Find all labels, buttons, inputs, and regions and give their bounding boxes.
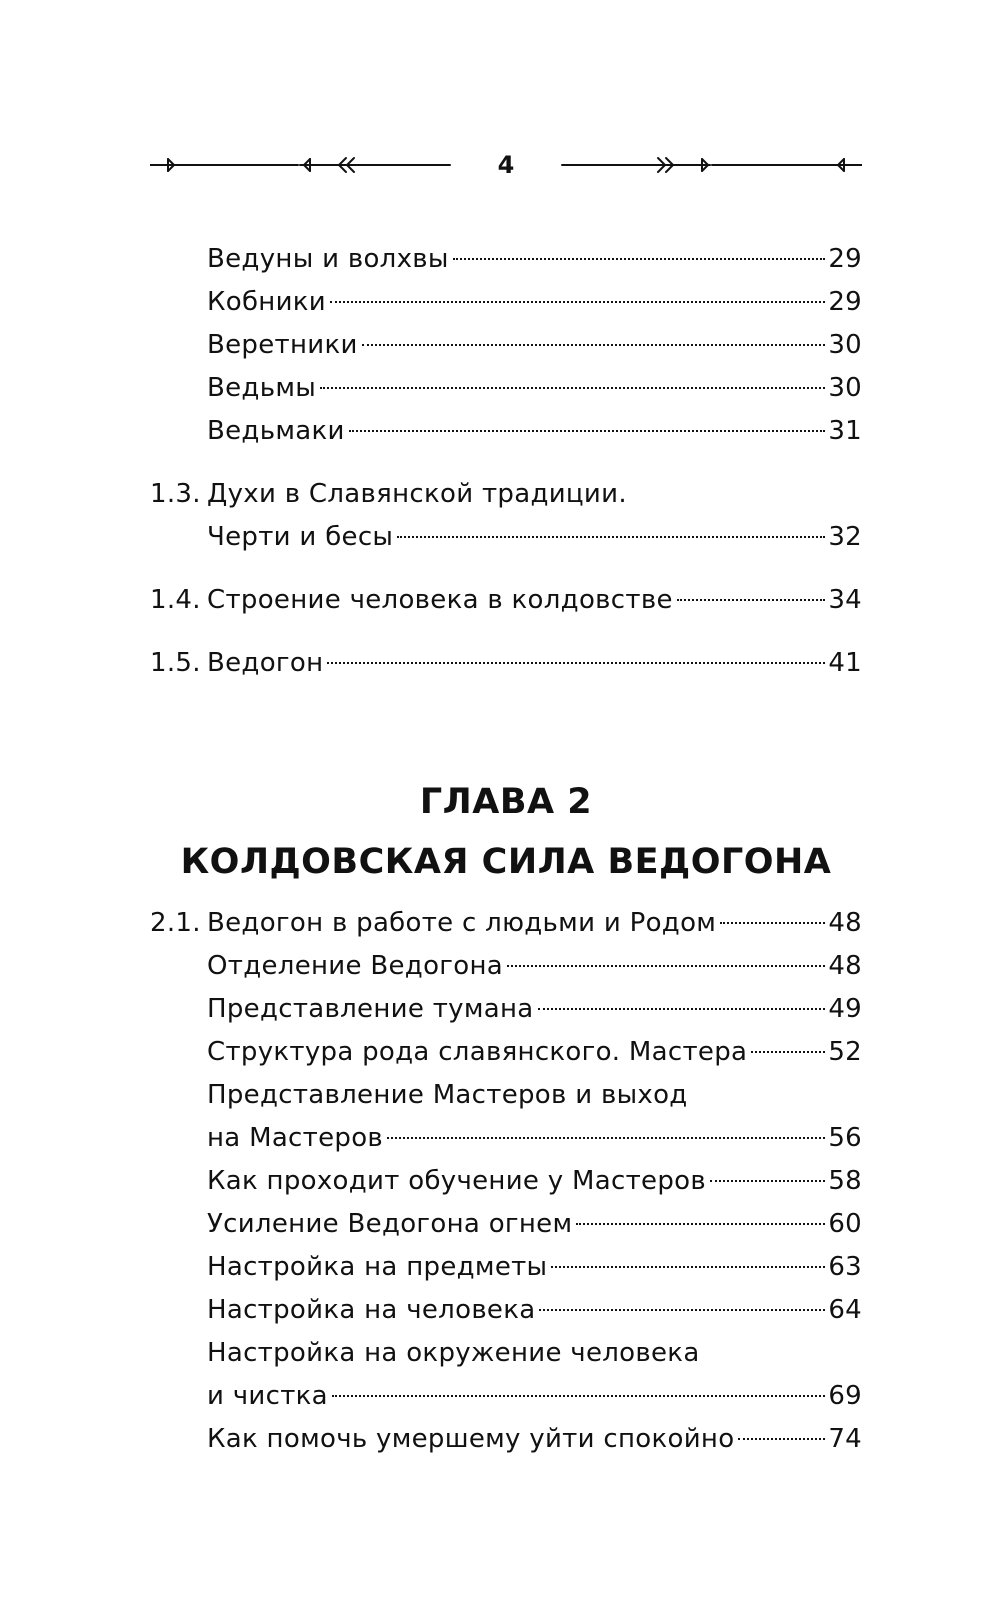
toc-entry-page: 64 [828, 1295, 862, 1325]
toc-entry[interactable] [150, 1074, 862, 1160]
chapter-heading [150, 772, 862, 892]
toc-entry-page: 74 [828, 1424, 862, 1454]
toc-entry[interactable] [150, 238, 862, 281]
dot-leader [507, 965, 825, 967]
toc-entry-number: 1.4. [150, 585, 201, 615]
toc-entry-title: на Мастеров [207, 1123, 384, 1153]
toc-entry-title: Настройка на человека [207, 1295, 536, 1325]
dot-leader [738, 1438, 825, 1440]
toc-entry-page: 48 [828, 951, 862, 981]
toc-entry-1-4[interactable] [150, 579, 862, 622]
toc-entry[interactable] [150, 367, 862, 410]
toc-entry-page: 56 [828, 1123, 862, 1153]
toc-entry[interactable] [150, 281, 862, 324]
dot-leader [551, 1266, 825, 1268]
dot-leader [751, 1051, 825, 1053]
toc-entry[interactable] [150, 1246, 862, 1289]
toc-entry-title-line1: Представление Мастеров и выход [207, 1080, 688, 1110]
toc-entry-title: Веретники [207, 330, 358, 360]
dot-leader [330, 301, 825, 303]
toc-entry-title-line1: Духи в Славянской традиции. [207, 479, 627, 509]
toc-entry-number: 2.1. [150, 908, 201, 938]
toc-entry-title: Настройка на предметы [207, 1252, 548, 1282]
toc-entry-page: 41 [828, 648, 862, 678]
toc-entry-title: Черти и бесы [207, 522, 394, 552]
toc-entry-title: Ведьмаки [207, 416, 345, 446]
toc-entry-title: Усиление Ведогона огнем [207, 1209, 573, 1239]
page-number: 4 [497, 151, 515, 179]
page-header [150, 150, 862, 180]
dot-leader [362, 344, 826, 346]
dot-leader [349, 430, 826, 432]
toc-entry[interactable] [150, 410, 862, 453]
toc-entry-title: Кобники [207, 287, 326, 317]
toc-entry[interactable] [150, 988, 862, 1031]
dot-leader [327, 662, 825, 664]
dot-leader [320, 387, 825, 389]
toc-entry-page: 30 [828, 373, 862, 403]
toc-entry[interactable] [150, 945, 862, 988]
toc-entry-1-5[interactable] [150, 642, 862, 685]
dot-leader [397, 536, 825, 538]
toc-entry[interactable] [150, 1332, 862, 1418]
toc-list [150, 238, 862, 685]
toc-entry-number: 1.5. [150, 648, 201, 678]
toc-entry-title: Ведогон [207, 648, 324, 678]
toc-entry-title: Отделение Ведогона [207, 951, 503, 981]
toc-entry-number: 1.3. [150, 479, 201, 509]
toc-entry[interactable] [150, 1418, 862, 1461]
toc-entry-page: 29 [828, 287, 862, 317]
toc-entry-page: 29 [828, 244, 862, 274]
dot-leader [720, 922, 825, 924]
dot-leader [710, 1180, 825, 1182]
dot-leader [539, 1309, 825, 1311]
toc-list [150, 902, 862, 1461]
toc-entry-title-line1: Настройка на окружение человека [207, 1338, 700, 1368]
toc-entry[interactable] [150, 1160, 862, 1203]
toc-entry[interactable] [150, 1203, 862, 1246]
toc-entry-2-1[interactable] [150, 902, 862, 945]
dot-leader [576, 1223, 825, 1225]
toc-entry-title: Ведьмы [207, 373, 317, 403]
dot-leader [332, 1395, 825, 1397]
chapter-title: КОЛДОВСКАЯ СИЛА ВЕДОГОНА [180, 842, 832, 882]
toc-entry[interactable] [150, 1031, 862, 1074]
toc-entry-page: 63 [828, 1252, 862, 1282]
toc-entry-title: Представление тумана [207, 994, 534, 1024]
dot-leader [677, 599, 826, 601]
toc-entry-page: 49 [828, 994, 862, 1024]
toc-entry[interactable] [150, 1289, 862, 1332]
dot-leader [538, 1008, 826, 1010]
toc-entry-title: Ведуны и волхвы [207, 244, 449, 274]
toc-entry-1-3[interactable] [150, 473, 862, 559]
toc-entry-page: 48 [828, 908, 862, 938]
toc-entry-page: 30 [828, 330, 862, 360]
toc-entry-page: 58 [828, 1166, 862, 1196]
toc-entry[interactable] [150, 324, 862, 367]
toc-entry-page: 32 [828, 522, 862, 552]
toc-entry-title: и чистка [207, 1381, 328, 1411]
toc-entry-title: Как проходит обучение у Мастеров [207, 1166, 706, 1196]
toc-entry-title: Как помочь умершему уйти спокойно [207, 1424, 735, 1454]
toc-entry-page: 34 [828, 585, 862, 615]
toc-entry-title: Строение человека в колдовстве [207, 585, 673, 615]
toc-entry-page: 60 [828, 1209, 862, 1239]
toc-entry-title: Ведогон в работе с людьми и Родом [207, 908, 717, 938]
toc-entry-page: 69 [828, 1381, 862, 1411]
dot-leader [387, 1137, 825, 1139]
dot-leader [453, 258, 826, 260]
toc-entry-page: 52 [828, 1037, 862, 1067]
toc-entry-page: 31 [828, 416, 862, 446]
chapter-label: ГЛАВА 2 [419, 782, 593, 822]
toc-entry-title: Структура рода славянского. Мастера [207, 1037, 748, 1067]
